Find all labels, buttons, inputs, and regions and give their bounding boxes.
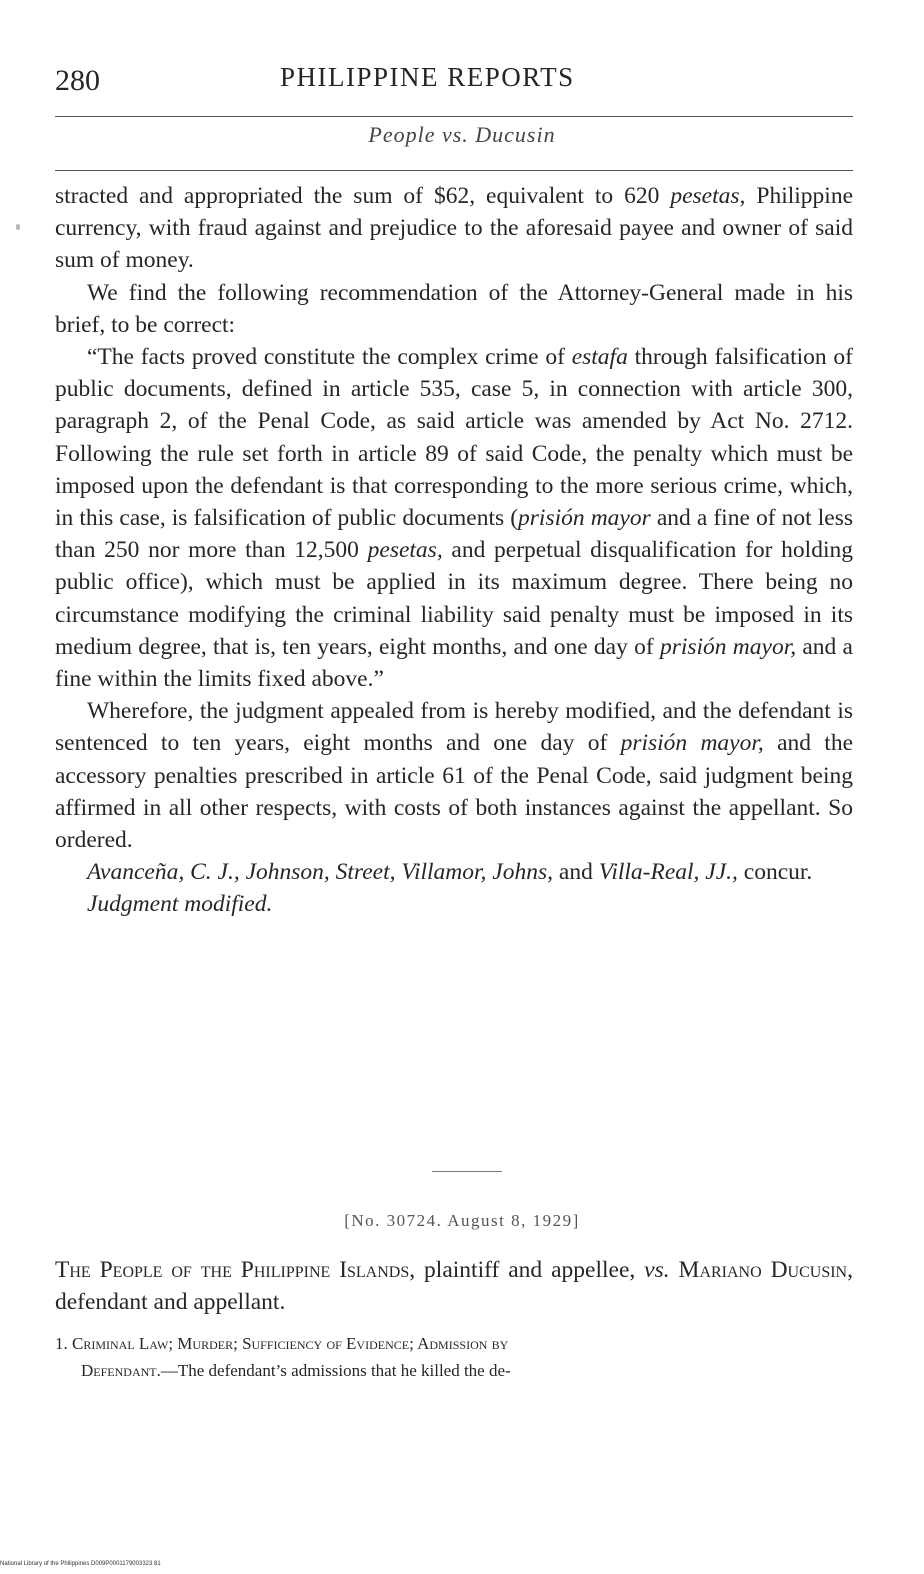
header-rule-top [55,116,853,117]
judgment-line: Judgment modified. [87,891,273,918]
syllabus-text: Defendant.—The defendant’s admissions that he killed the de- [81,1361,511,1380]
paragraph-4-disposition: Wherefore, the judgment appealed from is hereby modified, and the defendant is sentenced to ten years, eight months and one day of prisión mayor, and the accessory penalties prescribed in article 61 of the Penal Code, said judgment being affirmed in all other respects, with costs of both instances against the appellant. So ordered. [55,698,854,854]
opinion-body [55,180,853,921]
docket-line: [No. 30724. August 8, 1929] [344,1211,580,1230]
case-parties: The People of the Philippine Islands, plaintiff and appellee, vs. Mariano Ducusin, defendant and appellant. [55,1257,853,1315]
running-head: PHILIPPINE REPORTS [280,62,575,92]
concurring-justices: Avanceña, C. J., Johnson, Street, Villamor, Johns, and Villa-Real, JJ., concur. [87,859,813,886]
page-number: 280 [55,64,100,97]
scan-speck [16,224,20,230]
section-divider [432,1171,502,1172]
scan-credit: National Library of the Philippines D009P0001179003323 81 [0,1561,161,1567]
paragraph-3-quotation: “The facts proved constitute the complex crime of estafa through falsification of public documents, defined in article 535, case 5, in connection with article 300, paragraph 2, of the Penal Code, as said article was amended by Act No. 2712. Following the rule set forth in article 89 of said Code, the penalty which must be imposed upon the defendant is that corresponding to the more serious crime, which, in this case, is falsification of public documents (prisión mayor and a fine of not less than 250 nor more than 12,500 pesetas, and perpetual disqualification for holding public office), which must be applied in its maximum degree. There being no circumstance modifying the criminal liability said penalty must be imposed in its medium degree, that is, ten years, eight months, and one day of prisión mayor, and a fine within the limits fixed above.” [55,344,854,693]
syllabus [55,1330,853,1384]
paragraph-2: We find the following recommendation of the Attorney-General made in his brief, to be correct: [55,279,853,338]
header-rule-bottom [55,170,853,171]
syllabus-heading: 1. Criminal Law; Murder; Sufficiency of Evidence; Admission by [55,1334,509,1353]
case-title: People vs. Ducusin [368,122,556,147]
paragraph-1: stracted and appropriated the sum of $62, equivalent to 620 pesetas, Philippine currency, with fraud against and prejudice to the aforesaid payee and owner of said sum of money. [55,183,853,274]
